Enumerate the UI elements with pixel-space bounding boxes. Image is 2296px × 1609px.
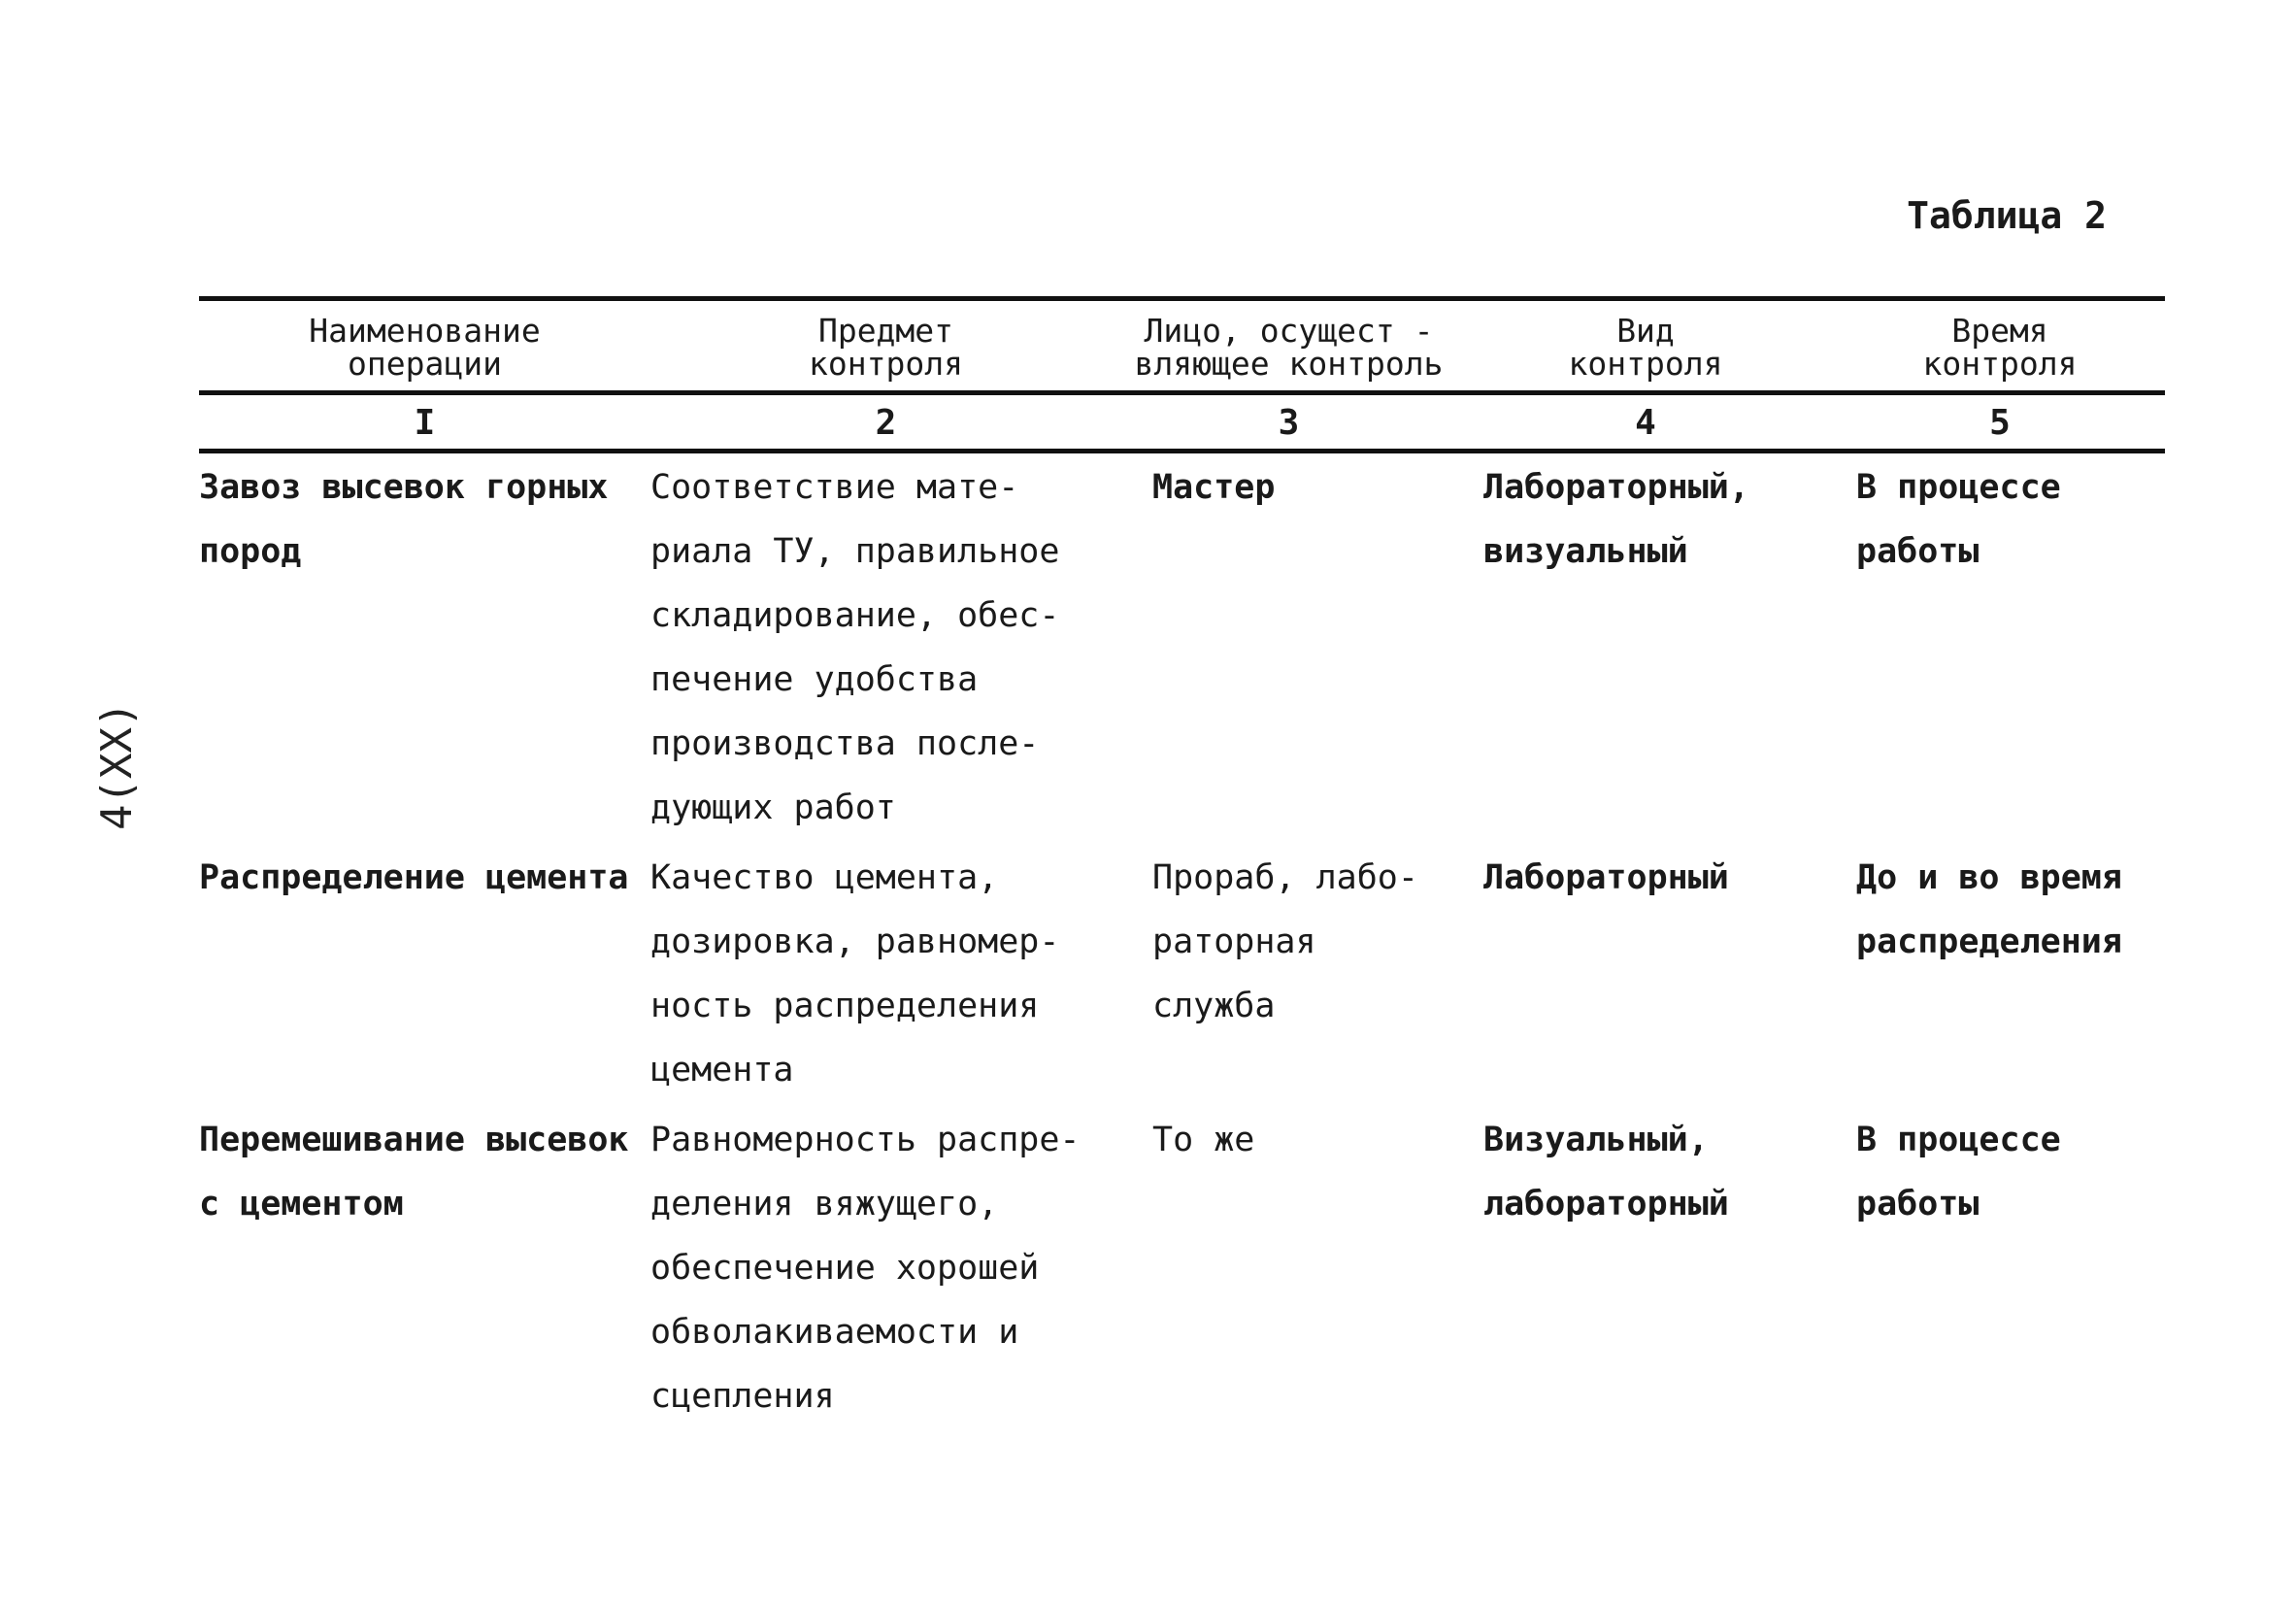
header-type: Вид контроля <box>1456 299 1835 393</box>
header-time: Время контроля <box>1835 299 2165 393</box>
header-subject: Предмет контроля <box>650 299 1121 393</box>
header-person: Лицо, осущест - вляющее контроль <box>1121 299 1456 393</box>
cell-person: Прораб, лабо- раторная служба <box>1152 858 1418 1025</box>
column-number: 3 <box>1121 393 1456 452</box>
cell-type: Лабораторный, визуальный <box>1483 468 1749 571</box>
cell-operation: Перемешивание высевок с цементом <box>199 1121 629 1224</box>
cell-type: Лабораторный <box>1483 858 1729 897</box>
table-row <box>199 452 2165 845</box>
table-row <box>199 844 2165 1106</box>
column-number: 5 <box>1835 393 2165 452</box>
table-row <box>199 1106 2165 1432</box>
column-number-row <box>199 393 2165 452</box>
column-number: 4 <box>1456 393 1835 452</box>
cell-subject: Равномерность распре- деления вяжущего, обеспечение хорошей обволакиваемости и сцепления <box>650 1121 1081 1416</box>
cell-person: То же <box>1152 1121 1255 1159</box>
table-caption: Таблица 2 <box>1907 194 2107 237</box>
cell-subject: Качество цемента, дозировка, равномер- ность распределения цемента <box>650 858 1060 1089</box>
cell-time: В процессе работы <box>1856 1121 2061 1224</box>
cell-type: Визуальный, лабораторный <box>1483 1121 1729 1224</box>
cell-time: До и во время распределения <box>1856 858 2122 961</box>
header-operation: Наименование операции <box>199 299 650 393</box>
cell-operation: Завоз высевок горных пород <box>199 468 609 571</box>
column-number: I <box>199 393 650 452</box>
cell-person: Мастер <box>1152 468 1276 507</box>
cell-time: В процессе работы <box>1856 468 2061 571</box>
control-table <box>199 296 2165 1432</box>
cell-subject: Соответствие мате- риала ТУ, правильное складирование, обес- печение удобства производства после- дующих работ <box>650 468 1060 827</box>
table-header-row <box>199 299 2165 393</box>
column-number: 2 <box>650 393 1121 452</box>
cell-operation: Распределение цемента <box>199 858 629 897</box>
page-margin-mark: 4(XX) <box>92 701 142 830</box>
